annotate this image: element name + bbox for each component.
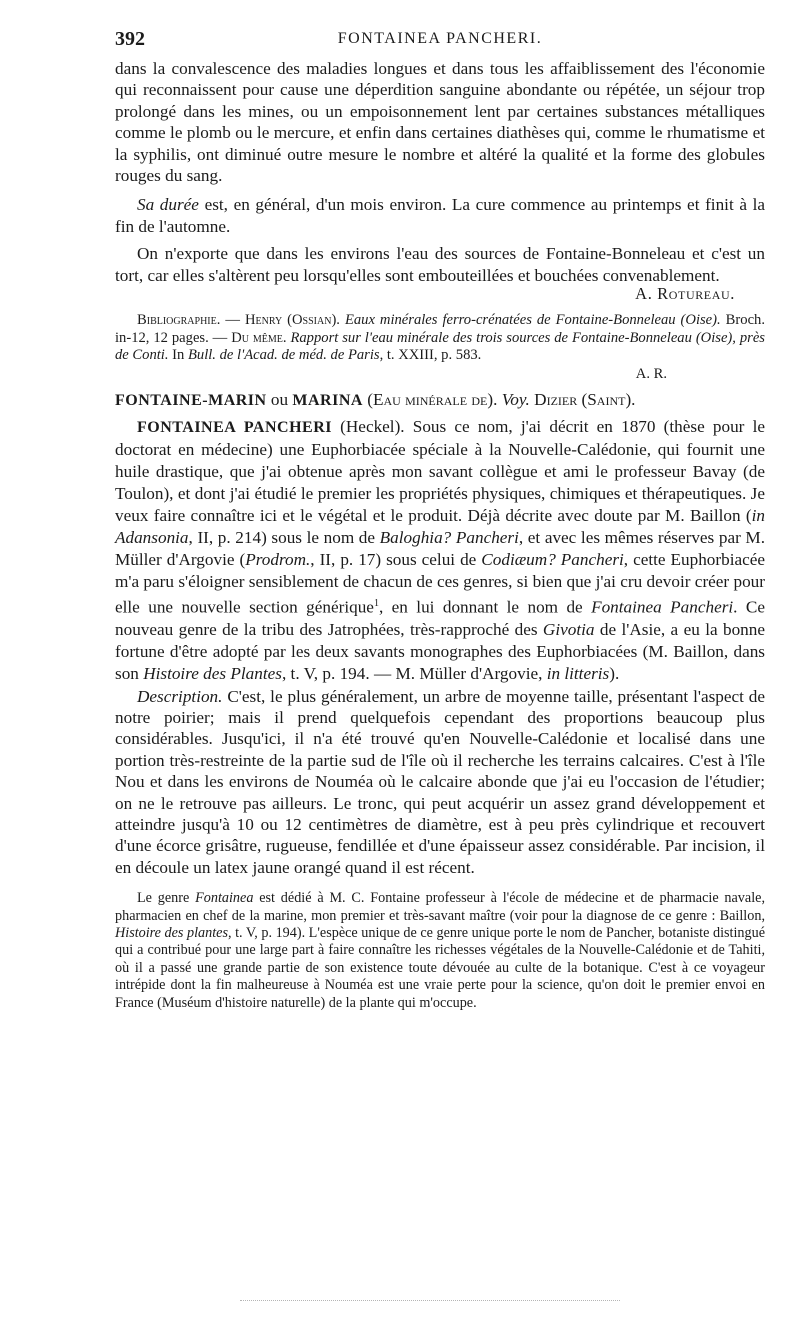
description-lead: Description. <box>137 686 223 706</box>
footnote-reference: 1 <box>373 597 379 609</box>
bottom-printer-mark <box>240 1300 620 1303</box>
bibliography-title-1: Eaux minérales ferro-crénatées de Fontaine-Bonneleau (Oise). <box>344 312 721 329</box>
entry-fontaine-marin: FONTAINE-MARIN ou MARINA (Eau minérale de). Voy. Dizier (Saint). <box>115 389 636 409</box>
paragraph-convalescence: dans la convalescence des maladies longues et dans tous les affaiblissement des l'économie qui reconnaissent pour cause une déperdition sanguine abondante ou répétée, un séjour trop prolongé dans les mines, ou un empoisonnement lent par certaines substances métalliques comme le plomb ou le mercure, et enfin dans certaines diathèses qui, comme le rhumatisme et la syphilis, ont diminué outre mesure le nombre et altéré la qualité et la forme des globules rouges du sang. <box>115 59 765 186</box>
bibliography-title-2: Rapport sur l'eau minérale des trois sources de Fontaine-Bonneleau (Oise), près de Conti. <box>115 329 765 364</box>
entry-headword: FONTAINEA PANCHERI <box>137 418 332 436</box>
bibliography-label: Bibliographie. <box>137 312 221 329</box>
cross-reference: Dizier (Saint). <box>529 389 636 409</box>
running-title: FONTAINEA PANCHERI. <box>337 30 543 47</box>
page-number: 392 <box>115 28 145 50</box>
bibliography-du-meme: Du même. <box>231 329 287 346</box>
bibliography-author: Henry (Ossian). <box>244 312 340 329</box>
author-signature: A. Rotureau. <box>635 284 735 304</box>
running-header <box>115 28 765 54</box>
entry-fontainea-pancheri: FONTAINEA PANCHERI (Heckel). Sous ce nom, j'ai décrit en 1870 (thèse pour le doctorat en médecine) une Euphorbiacée spéciale à la Nouvelle-Calédonie, qui fournit une huile drastique, que j'ai obtenue après mon savant collègue et ami le professeur Bavay (de Toulon), et dont j'ai étudié le premier les propriétés physiques, chimiques et thérapeutiques. Je veux faire connaître ici et le végétal et le produit. Déjà décrite avec doute par M. Baillon (in Adansonia, II, p. 214) sous le nom de Baloghia? Pancheri, et avec les mêmes réserves par M. Müller d'Argovie (Prodrom., II, p. 17) sous celui de Codiæum? Pancheri, cette Euphorbiacée m'a paru s'éloigner sensiblement de chacun de ces genres, si bien que j'ai cru devoir créer pour elle une nouvelle section générique$^1$, en lui donnant le nom de Fontainea Pancheri. Ce nouveau genre de la tribu des Jatrophées, très-rapproché des Givotia de l'Asie, a eu la bonne fortune d'être adopté par les deux savants monographes des Euphorbiacées (M. Baillon, dans son Histoire des Plantes, t. V, p. 194. — M. Müller d'Argovie, in litteris). <box>115 416 765 683</box>
bibliography-initials: A. R. <box>635 365 667 382</box>
entry-headword: FONTAINE-MARIN <box>115 391 267 409</box>
entry-headword-2: MARINA <box>292 391 363 409</box>
paragraph-duree <box>115 194 765 237</box>
footnote: Le genre Fontainea est dédié à M. C. Fontaine professeur à l'école de médecine et de pharmacie navale, pharmacien en chef de la marine, mon premier et très-savant maître (voir pour la diagnose de ce genre : Baillon, Histoire des plantes, t. V, p. 194). L'espèce unique de ce genre unique porte le nom de Pancher, botaniste distingué qui a contribué pour une large part à faire connaître les richesses végétales de la Nouvelle-Calédonie et de Tahiti, où il a passé une grande partie de son existence toute dévouée au culte de la botanique. C'est à ce voyageur intrépide dont la fin malheureuse à Nouméa est une vraie perte pour la science, qu'on doit le premier envoi en France (Muséum d'histoire naturelle) de la plante qui m'occupe. <box>115 890 765 1011</box>
paragraph-description: Description. C'est, le plus généralement, un arbre de moyenne taille, présentant l'aspect de notre poirier; mais il prend quelquefois cependant des proportions beaucoup plus considérables. Jusqu'ici, il n'a été trouvé qu'en Nouvelle-Calédonie et localisé dans une portion très-restreinte de la partie sud de l'île où il recherche les terrains calcaires. C'est à l'île Nou et dans les environs de Nouméa où le calcaire abonde que j'ai eu l'occasion de l'étudier; on ne le retrouve pas ailleurs. Le tronc, qui peut acquérir un assez grand développement et atteindre jusqu'à 10 ou 12 centimètres de diamètre, est à peu près cylindrique et recouvert d'une écorce grisâtre, rugueuse, fendillée et d'une épaisseur assez considérable. Par incision, il en découle un latex jaune orangé quand il est récent. <box>115 686 765 877</box>
bibliography-journal: Bull. de l'Acad. de méd. de Paris <box>187 347 380 364</box>
bibliography: Bibliographie. — Henry (Ossian). Eaux minérales ferro-crénatées de Fontaine-Bonneleau (Oise). Broch. in-12, 12 pages. — Du même. Rapport sur l'eau minérale des trois sources de Fontaine-Bonneleau (Oise), près de Conti. In Bull. de l'Acad. de méd. de Paris, t. XXIII, p. 583. <box>115 312 765 364</box>
duree-text: est, en général, d'un mois environ. La cure commence au printemps et finit à la fin de l'automne. <box>115 195 765 236</box>
page <box>115 28 765 1012</box>
duree-lead: Sa durée <box>137 195 199 215</box>
paragraph-export: On n'exporte que dans les environs l'eau des sources de Fontaine-Bonneleau et c'est un tort, car elles s'altèrent peu lorsqu'elles sont embouteillées et bouchées convenablement. <box>115 244 765 285</box>
